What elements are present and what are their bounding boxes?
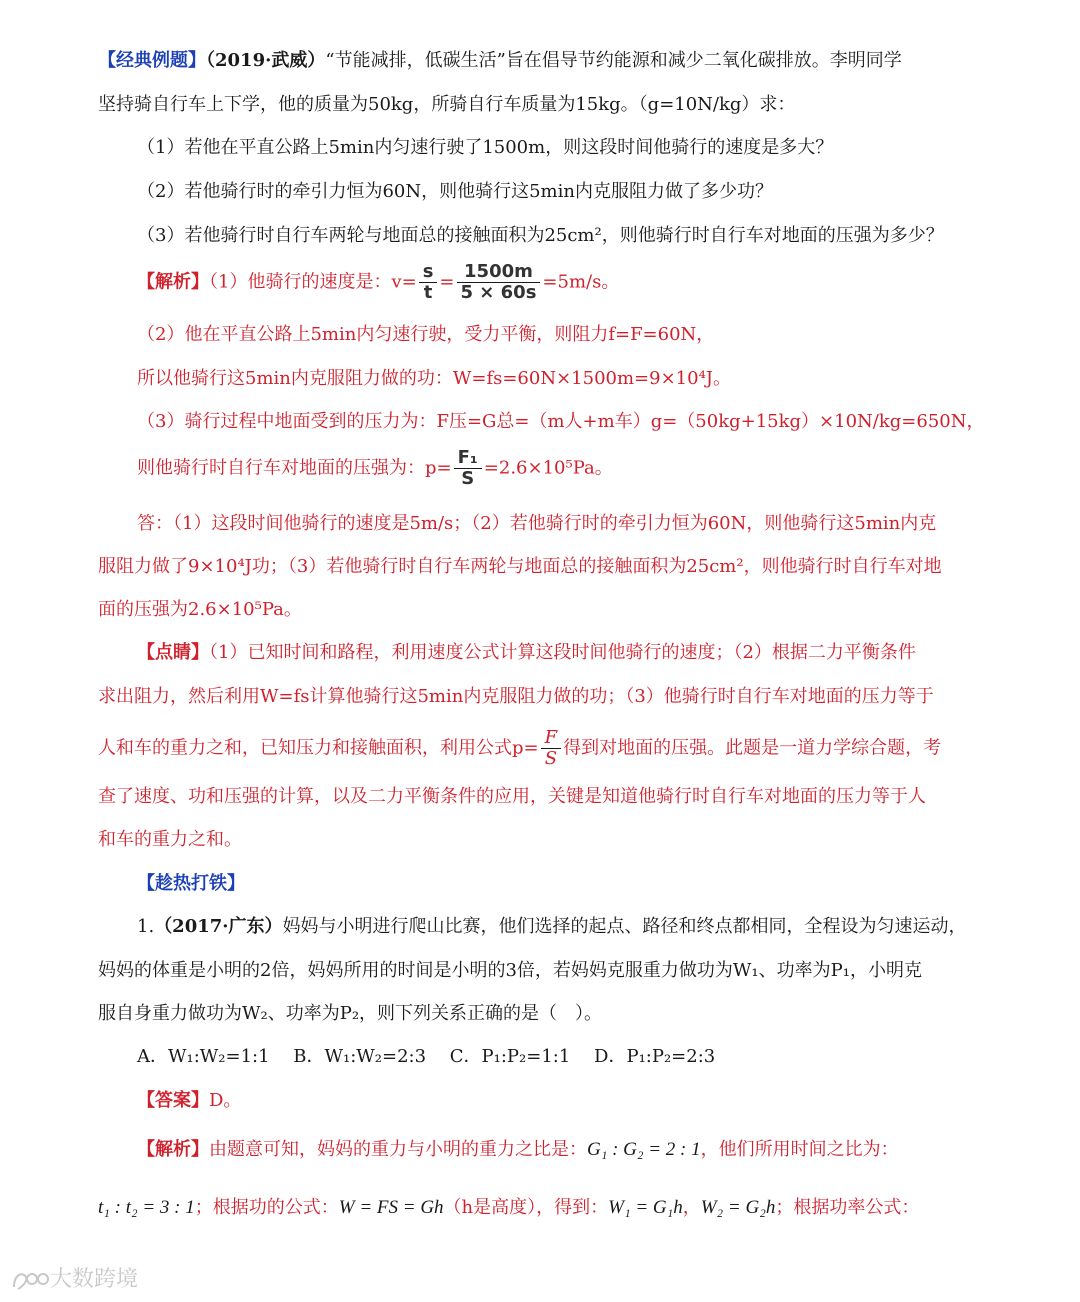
comment-text-1: （1）已知时间和路程，利用速度公式计算这段时间他骑行的速度；（2）根据二力平衡条件 <box>209 642 916 663</box>
pressure-fraction <box>541 728 562 769</box>
analysis-answer-3-line-2 <box>137 448 613 489</box>
comment-line-3-post: 得到对地面的压强。此题是一道力学综合题，考 <box>563 737 942 759</box>
fraction-numerator: F₁ <box>454 448 482 469</box>
practice-answer <box>137 1089 241 1113</box>
speed-formula-fraction <box>419 262 438 303</box>
fraction-denominator: t <box>423 282 433 303</box>
comment-line-5: 和车的重力之和。 <box>98 829 242 850</box>
answer-summary-line-3: 面的压强为2.6×10⁵Pa。 <box>98 599 302 620</box>
practice-analysis-tag: 【解析】 <box>137 1139 209 1160</box>
practice-question-line-1 <box>137 915 967 939</box>
practice-analysis-text-1b: ，他们所用时间之比为： <box>700 1139 899 1160</box>
comment-line-3 <box>98 728 941 769</box>
analysis-answer-3-line-1: （3）骑行过程中地面受到的压力为：F压=G总=（m人+m车）g=（50kg+15kg）×10N/kg=650N， <box>137 411 985 432</box>
watermark-logo-icon <box>10 1267 50 1293</box>
analysis-tag: 【解析】 <box>137 271 209 293</box>
comment-line-4: 查了速度、功和压强的计算，以及二力平衡条件的应用，关键是知道他骑行时自行车对地面的压力等于人 <box>98 786 926 807</box>
example-intro: “节能减排，低碳生活”旨在倡导节约能源和减少二氧化碳排放。李明同学 <box>325 50 902 71</box>
comment-line-3-pre: 人和车的重力之和，已知压力和接触面积，利用公式p= <box>98 737 539 759</box>
practice-analysis-text-2b: （h是高度），得到： <box>443 1197 609 1218</box>
practice-analysis-line-2 <box>98 1196 919 1220</box>
fraction-denominator: S <box>544 748 558 769</box>
example-intro-2: 坚持骑自行车上下学，他的质量为50kg，所骑自行车质量为15kg。（g=10N/kg）求： <box>98 94 796 115</box>
speed-value-fraction <box>457 262 541 303</box>
analysis-a3-prefix: 则他骑行时自行车对地面的压强为：p= <box>137 457 452 479</box>
answer-summary-line-2: 服阻力做了9×10⁴J功；（3）若他骑行时自行车两轮与地面总的接触面积为25cm²，则他骑行时自行车对地 <box>98 556 942 577</box>
example-tag: 【经典例题】 <box>98 50 206 71</box>
practice-question-line-3: 服自身重力做功为W₂、功率为P₂，则下列关系正确的是（ ）。 <box>98 1003 603 1024</box>
practice-analysis-text-2c: ；根据功率公式： <box>775 1197 920 1218</box>
fraction-denominator: S <box>461 468 475 489</box>
fraction-denominator: 5 × 60s <box>460 282 537 303</box>
comment-tag: 【点睛】 <box>137 642 209 663</box>
analysis-answer-1: 【解析】（1）他骑行的速度是：v= $\frac{s}{t}$ = $\frac{1500m}{5 \times 60s}$ =5m/s。 <box>137 261 620 303</box>
practice-analysis-sep: ， <box>682 1197 701 1218</box>
weight-ratio-formula: G₁ : G₂ = 2 : 1 <box>587 1139 701 1160</box>
comment-line-2: 求出阻力，然后利用W=fs计算他骑行这5min内克服阻力做的功；（3）他骑行时自行车对地面的压力等于 <box>98 686 934 707</box>
practice-source: （2017·广东） <box>154 916 283 937</box>
fraction-numerator: 1500m <box>457 262 541 283</box>
work-formula: W = FS = Gh <box>338 1197 444 1218</box>
analysis-a1-prefix: （1）他骑行的速度是：v= <box>209 271 417 293</box>
example-line-1 <box>98 49 902 73</box>
practice-options: A．W₁:W₂=1:1 B．W₁:W₂=2:3 C．P₁:P₂=1:1 D．P₁:P₂=2:3 <box>137 1046 716 1067</box>
fraction-numerator: F <box>541 728 562 749</box>
example-question-1: （1）若他在平直公路上5min内匀速行驶了1500m，则这段时间他骑行的速度是多大？ <box>137 137 834 158</box>
watermark <box>10 1262 138 1293</box>
example-question-2: （2）若他骑行时的牵引力恒为60N，则他骑行这5min内克服阻力做了多少功？ <box>137 181 773 202</box>
fraction-numerator: s <box>419 262 438 283</box>
work-1-formula: W₁ = G₁h <box>608 1197 683 1218</box>
pressure-formula-fraction <box>454 448 482 489</box>
practice-answer-tag: 【答案】 <box>137 1090 209 1111</box>
example-source: （2019·武威） <box>206 50 326 71</box>
practice-question-line-2: 妈妈的体重是小明的2倍，妈妈所用的时间是小明的3倍，若妈妈克服重力做功为W₁、功率为P₁，小明克 <box>98 960 922 981</box>
analysis-a1-result: =5m/s。 <box>542 271 620 293</box>
example-question-3: （3）若他骑行时自行车两轮与地面总的接触面积为25cm²，则他骑行时自行车对地面的压强为多少？ <box>137 225 944 246</box>
analysis-answer-2-line-1: （2）他在平直公路上5min内匀速行驶，受力平衡，则阻力f=F=60N， <box>137 324 715 345</box>
time-ratio-formula: t₁ : t₂ = 3 : 1 <box>98 1197 195 1218</box>
analysis-a3-result: =2.6×10⁵Pa。 <box>483 457 613 479</box>
comment-line-1 <box>137 641 916 665</box>
practice-question-text-1: 妈妈与小明进行爬山比赛，他们选择的起点、路径和终点都相同，全程设为匀速运动， <box>282 916 967 937</box>
work-2-formula: W₂ = G₂h <box>700 1197 776 1218</box>
practice-question-number: 1. <box>137 916 155 937</box>
practice-tag: 【趁热打铁】 <box>137 873 245 894</box>
answer-summary-line-1: 答：（1）这段时间他骑行的速度是5m/s；（2）若他骑行时的牵引力恒为60N，则他骑行这5min内克 <box>137 513 937 534</box>
analysis-answer-2-line-2: 所以他骑行这5min内克服阻力做的功：W=fs=60N×1500m=9×10⁴J。 <box>137 368 731 389</box>
practice-analysis-text-1: 由题意可知，妈妈的重力与小明的重力之比是： <box>209 1139 587 1160</box>
practice-answer-value: D。 <box>209 1090 242 1111</box>
practice-analysis-text-2a: ；根据功的公式： <box>194 1197 339 1218</box>
practice-analysis-line-1 <box>137 1138 899 1162</box>
watermark-text: 大数跨境 <box>50 1267 139 1292</box>
